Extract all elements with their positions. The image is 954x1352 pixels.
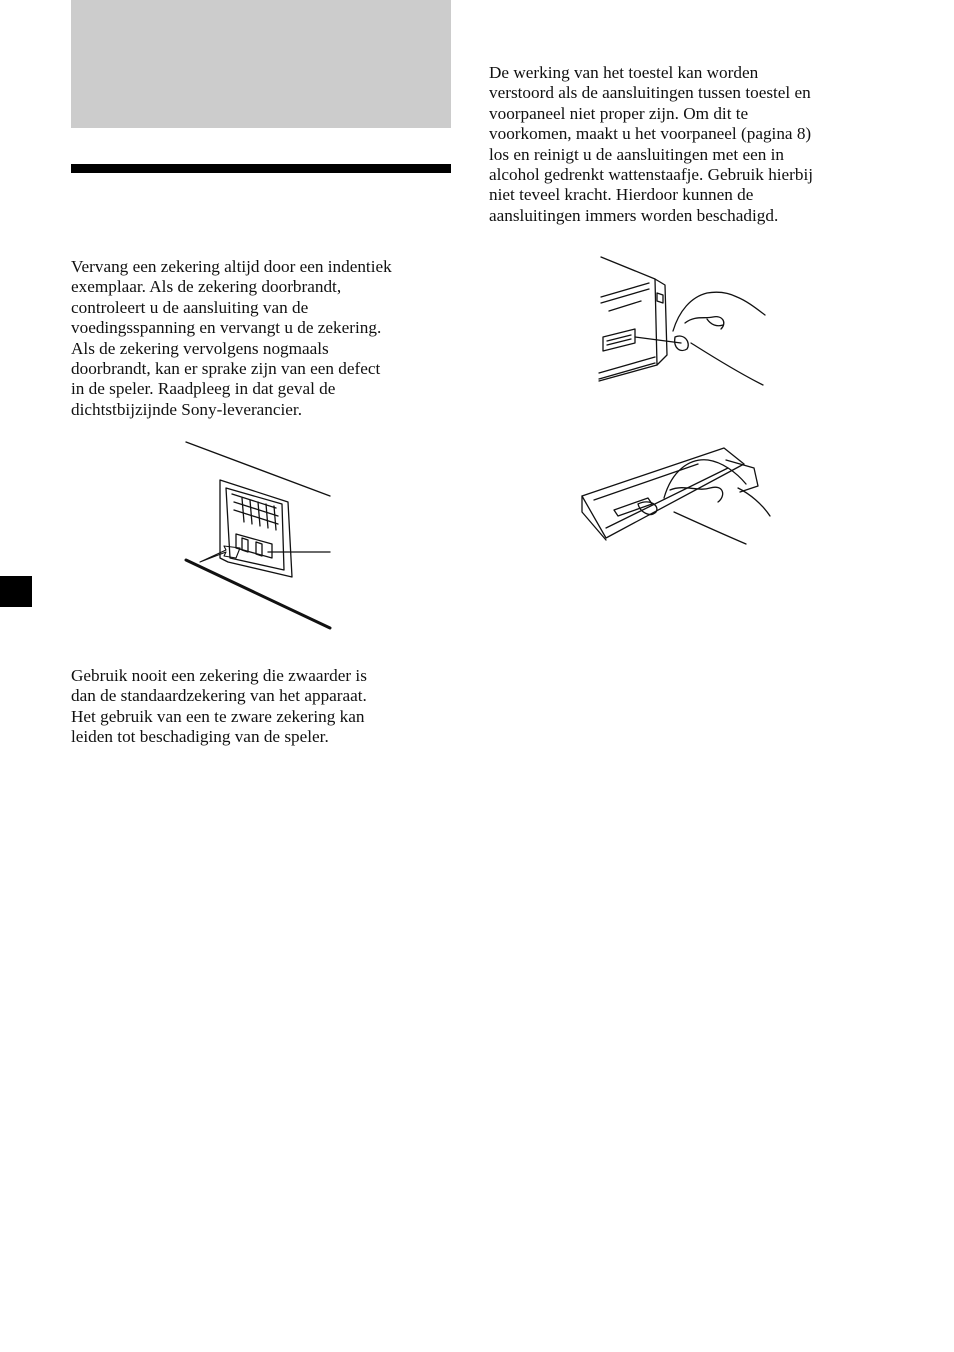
fuse-replacement-text: Vervang een zekering altijd door een indentiek exemplaar. Als de zekering doorbrandt, controleert u de aansluiting van de voedingsspanning en vervangt u de zekering. Als de zekering vervolgens nogmaals doorbrandt, kan er sprake zijn van een defect in de speler. Raadpleeg in dat geval de dichtstbijzijnde Sony-leverancier. xyxy=(71,257,392,419)
unit-connector-cleaning-illustration xyxy=(595,253,770,388)
fuse-warning-text: Gebruik nooit een zekering die zwaarder is dan de standaardzekering van het apparaat. Het gebruik van een te zware zekering kan leiden tot beschadiging van de speler. xyxy=(71,666,367,747)
front-panel-cleaning-illustration xyxy=(578,440,773,550)
fuse-replacement-illustration xyxy=(180,438,340,633)
section-rule xyxy=(71,164,451,173)
connector-cleaning-text: De werking van het toestel kan worden verstoord als de aansluitingen tussen toestel en voorpaneel niet proper zijn. Om dit te voorkomen, maakt u het voorpaneel (pagina 8) los en reinigt u de aansluitingen met een in alcohol gedrenkt wattenstaafje. Gebruik hierbij niet teveel kracht. Hierdoor kunnen de aansluitingen immers worden beschadigd. xyxy=(489,63,814,225)
section-header-block xyxy=(71,0,451,128)
page-side-tab xyxy=(0,576,32,607)
